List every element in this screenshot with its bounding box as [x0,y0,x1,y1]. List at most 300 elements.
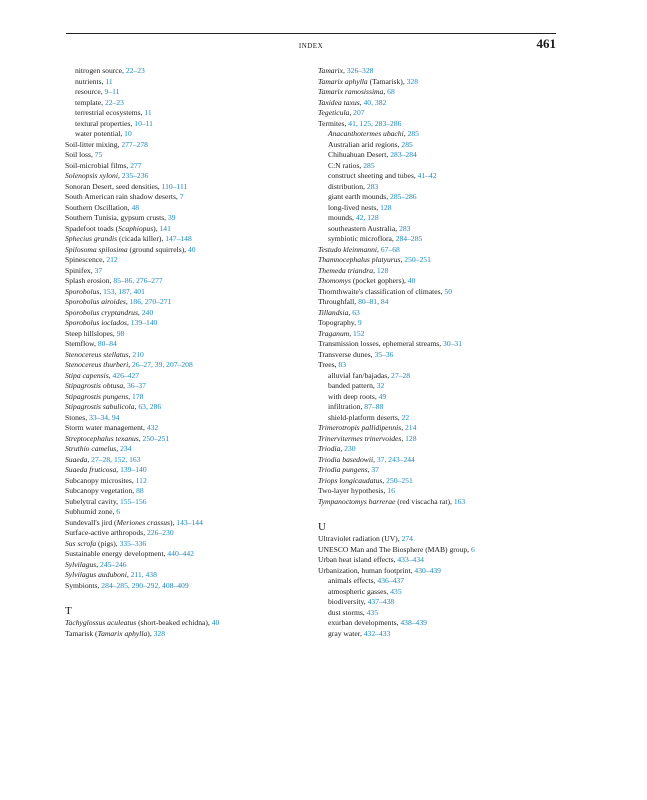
entry-term-italic: Tillandsia [318,307,349,317]
index-subentry [65,129,310,140]
page-reference-link[interactable]: 98 [116,328,125,338]
entry-text: Stemflow, [65,339,98,348]
entry-text: ), [169,517,177,527]
page-reference-link[interactable]: 32 [376,381,385,390]
entry-term-italic: Triodia pungens [318,465,368,474]
page-reference-link[interactable]: 155–156 [119,496,147,506]
index-entry [318,350,563,361]
page-header [66,33,556,54]
entry-text: Urban heat island effects, [318,555,398,564]
entry-term-italic: Trinervitermes trinervoides [318,433,402,443]
page-reference-link[interactable]: 210 [132,349,144,359]
index-entry [65,266,310,277]
entry-term-italic: Stipagrostis obtusa [65,381,124,390]
page-reference-link[interactable]: 435 [366,607,378,617]
entry-text: water potential, [75,129,125,138]
page-reference-link[interactable]: 42, 128 [355,213,379,222]
entry-term-italic: Spilosoma spilosima [65,244,128,254]
entry-text: shield-platform deserts, [328,412,402,422]
page-reference-link[interactable]: 63 [352,307,360,317]
index-subentry [318,203,563,214]
index-subentry [318,182,563,193]
entry-text: , [117,171,122,180]
entry-term-italic: Sylvilagus [65,559,97,569]
page-reference-link[interactable]: 41, 125, 283–286 [348,118,402,128]
page-reference-link[interactable]: 9–11 [104,87,120,96]
index-entry [65,560,310,571]
entry-text: alluvial fan/bajadas, [328,370,392,380]
entry-term-italic: Testudo kleinmanni [318,244,377,254]
index-entry [65,570,310,581]
entry-text: Transverse dunes, [318,349,375,359]
entry-text: , [116,465,121,474]
entry-text: Sustainable energy development, [65,549,168,558]
entry-text: Stones, [65,412,90,422]
page-reference-link[interactable]: 36–37 [126,381,146,390]
entry-text: , [401,433,406,443]
page-reference-link[interactable]: 211, 438 [130,570,157,579]
entry-text: resource, [75,87,105,96]
index-entry [65,539,310,550]
index-entry [65,245,310,256]
entry-term-italic: Stipa capensis [65,370,109,380]
page-reference-link[interactable]: 277 [130,160,142,170]
page-reference-link[interactable]: 285 [363,160,375,170]
entry-text: ), [147,628,154,638]
page-reference-link[interactable]: 39 [167,213,176,222]
entry-text: , [359,97,364,107]
page-reference-link[interactable]: 6 [470,544,475,554]
page-reference-link[interactable]: 27–28, 152, 163 [91,454,141,464]
entry-text: Splash erosion, [65,276,114,285]
page-reference-link[interactable]: 283 [399,223,411,233]
page-reference-link[interactable]: 37 [94,265,103,275]
index-subentry [65,119,310,130]
entry-term-italic: Trimerotropis pallidipennis [318,423,402,432]
entry-text: Soil loss, [65,150,95,159]
page-reference-link[interactable]: 274 [401,534,413,543]
index-entry [318,465,563,476]
index-entry [318,360,563,371]
page-reference-link[interactable]: 250–251 [404,255,431,264]
section-letter: U [318,521,326,533]
entry-text: C:N ratios, [328,160,364,170]
entry-text: Southern Tunisia, gypsum crusts, [65,213,168,222]
entry-text: , [340,444,345,453]
page-reference-link[interactable]: 285 [407,129,419,138]
entry-text: (short-beaked echidna), [136,618,212,627]
entry-text: Surface-active arthropods, [65,528,148,537]
index-entry [65,518,310,529]
entry-text: Ultraviolet radiation (UV), [318,534,402,543]
entry-text: nutrients, [75,76,106,86]
index-entry [65,213,310,224]
entry-text: (ground squirrels), [127,244,188,254]
page-reference-link[interactable]: 37 [371,465,379,474]
index-entry [65,287,310,298]
entry-text: long-lived nests, [328,202,381,212]
page-reference-link[interactable]: 207 [353,108,365,117]
entry-term-italic: Taxidea taxus [318,97,360,107]
entry-text: , [373,454,377,464]
index-entry [65,171,310,182]
index-entry [65,234,310,245]
page-reference-link[interactable]: 50 [444,286,453,296]
entry-term-italic: Sporobolus cryptandrus [65,307,138,317]
entry-text: symbiotic microflora, [328,234,396,243]
page-reference-link[interactable]: 152 [353,328,365,338]
page-reference-link[interactable]: 438–439 [400,618,427,627]
entry-text: Termites, [318,118,349,128]
entry-term-italic: Stenocereus stellatus [65,349,129,359]
page-reference-link[interactable]: 139–140 [120,465,147,474]
page-reference-link[interactable]: 285–286 [390,192,417,201]
entry-term-italic: Stenocereus thurberi [65,360,129,369]
entry-text: , [128,360,132,369]
page-reference-link[interactable]: 9 [357,318,362,327]
entry-text: , [116,444,121,453]
index-entry [65,618,310,629]
page-reference-link[interactable]: 7 [179,192,184,201]
page-reference-link[interactable]: 240 [141,307,154,317]
index-entry [65,318,310,329]
entry-text: ), [153,223,160,233]
page-reference-link[interactable]: 326–328 [346,66,374,75]
entry-text: biodiversity, [328,597,368,606]
index-subentry [65,87,310,98]
entry-term-italic: Stipagrostis sabulicola [65,402,135,411]
entry-text: , [96,559,101,569]
entry-text: Urbanization, human footprint, [318,565,415,575]
index-subentry [318,402,563,413]
index-entry [318,423,563,434]
page-reference-link[interactable]: 80–84 [97,339,117,348]
index-entry [65,276,310,287]
index-entry [65,629,310,640]
page-reference-link[interactable]: 284–285, 290–292, 408–409 [101,580,189,590]
index-entry [65,455,310,466]
page-reference-link[interactable]: 143–144 [176,517,203,527]
page-reference-link[interactable]: 40, 382 [363,97,387,107]
index-entry [65,486,310,497]
index-entry [65,255,310,266]
page-reference-link[interactable]: 230 [344,444,356,453]
page-reference-link[interactable]: 87–88 [364,402,384,411]
index-entry [65,371,310,382]
index-entry [65,423,310,434]
page-reference-link[interactable]: 335–336 [119,538,147,548]
index-entry [65,182,310,193]
entry-text: (red viscacha rat), [395,496,454,506]
index-entry [65,360,310,371]
index-subentry [318,381,563,392]
page-reference-link[interactable]: 250–251 [386,475,413,485]
page-reference-link[interactable]: 163 [453,496,466,506]
index-entry [65,497,310,508]
page-reference-link[interactable]: 250–251 [142,433,170,443]
index-entry [65,192,310,203]
entry-text: , [377,244,381,254]
index-entry [318,87,563,98]
page-reference-link[interactable]: 37, 243–244 [376,454,415,464]
index-entry [318,497,563,508]
index-entry [318,545,563,556]
page-reference-link[interactable]: 153, 187, 401 [103,286,145,296]
index-entry [65,465,310,476]
entry-text: terrestrial ecosystems, [75,108,145,117]
entry-text: Spadefoot toads ( [65,223,119,233]
index-subentry [318,413,563,424]
page-reference-link[interactable]: 437–438 [367,597,395,606]
index-entry [318,245,563,256]
index-entry [318,266,563,277]
index-entry [318,77,563,88]
index-subentry [318,192,563,203]
index-entry [318,276,563,287]
entry-text: atmospheric gasses, [328,586,391,596]
entry-term-italic: Thamnocephalus platyurus [318,255,401,264]
entry-term-italic: Sus scrofa [65,538,97,548]
entry-text: , [99,286,104,296]
index-entry [65,549,310,560]
entry-text: textural properties, [75,118,135,128]
entry-text: Sonoran Desert, seed densities, [65,181,162,191]
entry-text: Trees, [318,360,339,369]
index-entry [65,150,310,161]
entry-text: Australian arid regions, [328,139,402,149]
page-reference-link[interactable]: 63, 286 [138,402,162,411]
section-letter: T [65,605,72,617]
index-entry [318,119,563,130]
page-reference-link[interactable]: 80–81, 84 [358,297,389,306]
page-reference-link[interactable]: 285 [401,139,413,149]
page-reference-link[interactable]: 22–23 [104,97,124,107]
entry-text: , [349,328,354,338]
page-reference-link[interactable]: 226–230 [147,528,174,537]
page-reference-link[interactable]: 283 [366,181,379,191]
entry-term-italic: Tachyglossus aculeatus [65,618,137,627]
index-entry [318,566,563,577]
entry-text: , [108,370,113,380]
entry-text: Thornthwaite's classification of climates, [318,286,445,296]
index-subentry [318,213,563,224]
page-reference-link[interactable]: 110–111 [161,181,188,191]
entry-text: Spinescence, [65,255,107,264]
page-reference-link[interactable]: 440–442 [167,549,194,558]
page-reference-link[interactable]: 48 [131,202,140,212]
page-reference-link[interactable]: 235–236 [121,171,149,180]
entry-term-italic: Triodia [318,444,341,453]
index-entry [65,339,310,350]
running-head: INDEX [298,42,324,50]
page-reference-link[interactable]: 22–23 [125,66,145,75]
index-entry [318,339,563,350]
page-reference-link[interactable]: 328 [153,628,166,638]
page-reference-link[interactable]: 112 [135,475,147,485]
entry-text: giant earth mounds, [328,192,391,201]
page-number: 461 [536,36,556,51]
page-reference-link[interactable]: 26–27, 39, 207–208 [132,360,193,369]
index-column-left [65,66,310,639]
index-subentry [318,161,563,172]
page-reference-link[interactable]: 128 [380,202,392,212]
index-entry [65,308,310,319]
entry-text: distribution, [328,181,367,191]
index-entry [318,308,563,319]
page-reference-link[interactable]: 283–284 [390,150,417,159]
entry-text: , [367,465,372,474]
page-reference-link[interactable]: 16 [387,486,395,495]
page-reference-link[interactable]: 147–148 [165,234,192,243]
page-reference-link[interactable]: 214 [405,423,417,432]
page-reference-link[interactable]: 11 [144,108,152,117]
page-reference-link[interactable]: 128 [376,265,389,275]
index-subentry [318,587,563,598]
entry-text: , [125,297,130,306]
page-reference-link[interactable]: 22 [401,412,410,422]
page-reference-link[interactable]: 426–427 [112,370,140,380]
page-reference-link[interactable]: 10–11 [134,118,153,128]
page-reference-link[interactable]: 33–34, 94 [89,412,120,422]
page-reference-link[interactable]: 88 [136,486,144,495]
index-entry [65,350,310,361]
entry-term-italic: Triops longicaudatus [318,475,383,485]
page-reference-link[interactable]: 40 [211,618,220,627]
entry-text: , [349,108,354,117]
entry-text: Two-layer hypothesis, [318,486,388,495]
entry-text: , [348,307,353,317]
entry-term-italic: Tegeticula [318,108,350,117]
entry-term-italic: Thomomys [318,276,351,285]
entry-text: Spinifex, [65,265,95,275]
entry-text: with deep roots, [328,391,379,401]
entry-term-italic: Suaeda fruticosa [65,465,117,474]
entry-text: Chihuahuan Desert, [328,150,391,159]
section-gap [318,507,563,518]
entry-text: Sundevall's jird ( [65,517,117,527]
index-entry [65,507,310,518]
page-reference-link[interactable]: 41–42 [417,171,437,180]
entry-text: Subhumid zone, [65,507,117,516]
entry-text: Transmission losses, ephemeral streams, [318,339,444,348]
entry-text: animals effects, [328,576,378,585]
page-reference-link[interactable]: 30–31 [443,339,462,348]
page-reference-link[interactable]: 435 [390,586,402,596]
entry-term-italic: Meriones crassus [116,517,170,527]
page-reference-link[interactable]: 68 [387,87,395,96]
page-reference-link[interactable]: 6 [116,507,121,516]
page-reference-link[interactable]: 128 [405,433,417,443]
index-entry [318,297,563,308]
index-subentry [318,129,563,140]
entry-term-italic: Tamarix ramosissima [318,87,384,96]
page-reference-link[interactable]: 178 [132,391,144,401]
page-reference-link[interactable]: 212 [106,255,118,264]
page-reference-link[interactable]: 432 [146,423,159,432]
entry-text: (cicada killer), [117,234,166,243]
page-reference-link[interactable]: 40 [187,244,196,254]
entry-text: , [383,87,388,96]
entry-text: , [128,391,133,401]
index-subentry [318,150,563,161]
entry-text: Tamarisk ( [65,628,98,638]
page-reference-link[interactable]: 67–68 [380,244,400,254]
entry-text: Steep hillslopes, [65,328,117,338]
index-subentry [65,77,310,88]
page-reference-link[interactable]: 85–86, 276–277 [113,276,163,285]
page-reference-link[interactable]: 83 [338,360,346,369]
entry-text: Symbionts, [65,580,102,590]
page-reference-link[interactable]: 186, 270–271 [129,297,172,306]
entry-text: Southern Oscillation, [65,202,132,212]
entry-term-italic: Scaphiopus [118,223,154,233]
index-entry [65,402,310,413]
entry-text: , [126,318,131,327]
page-reference-link[interactable]: 430–439 [414,565,441,575]
entry-text: template, [75,97,105,107]
page-reference-link[interactable]: 277–278 [121,139,148,149]
page-reference-link[interactable]: 284–285 [395,234,423,243]
entry-text: banded pattern, [328,381,377,390]
page-reference-link[interactable]: 139–140 [130,318,158,327]
index-entry [318,318,563,329]
page-reference-link[interactable]: 11 [105,76,113,86]
entry-term-italic: Solenopsis xyloni [65,171,118,180]
entry-text: , [123,381,127,390]
page-reference-link[interactable]: 141 [159,223,171,233]
page-reference-link[interactable]: 10 [124,129,132,138]
entry-term-italic: Tamarix [318,66,344,75]
entry-term-italic: Tympanoctomys barrerae [318,496,396,506]
entry-term-italic: Sporobolus ioclados [65,318,127,327]
page-reference-link[interactable]: 40 [407,276,416,285]
index-entry [65,297,310,308]
entry-term-italic: Streptocephalus texanus [65,433,139,443]
page-reference-link[interactable]: 245–246 [100,559,127,569]
entry-text: gray water, [328,628,364,638]
page-reference-link[interactable]: 328 [406,76,419,86]
page-reference-link[interactable]: 27–28 [391,370,411,380]
page-reference-link[interactable]: 436–437 [377,576,404,585]
section-gap [65,591,310,602]
entry-term-italic: Suaeda [65,454,88,464]
entry-text: Soil-microbial films, [65,160,131,170]
index-subentry [65,98,310,109]
index-entry [318,108,563,119]
page-reference-link[interactable]: 432–433 [363,628,391,638]
page-reference-link[interactable]: 75 [94,150,103,159]
index-entry [65,581,310,592]
page-reference-link[interactable]: 35–36 [374,349,394,359]
page-reference-link[interactable]: 234 [120,444,132,453]
index-entry [65,413,310,424]
entry-text: infiltration, [328,402,365,411]
index-subentry [65,66,310,77]
index-entry [65,224,310,235]
page-reference-link[interactable]: 433–434 [397,555,424,564]
entry-term-italic: Traganum [318,328,350,338]
entry-text: , [403,129,408,138]
index-entry [65,444,310,455]
index-subentry [318,234,563,245]
entry-term-italic: Struthio camelus [65,444,117,453]
page-reference-link[interactable]: 49 [378,391,387,401]
index-subentry [318,576,563,587]
entry-term-italic: Tamarix aphylla [318,76,368,86]
entry-text: , [401,423,405,432]
index-entry [65,528,310,539]
index-subentry [318,371,563,382]
